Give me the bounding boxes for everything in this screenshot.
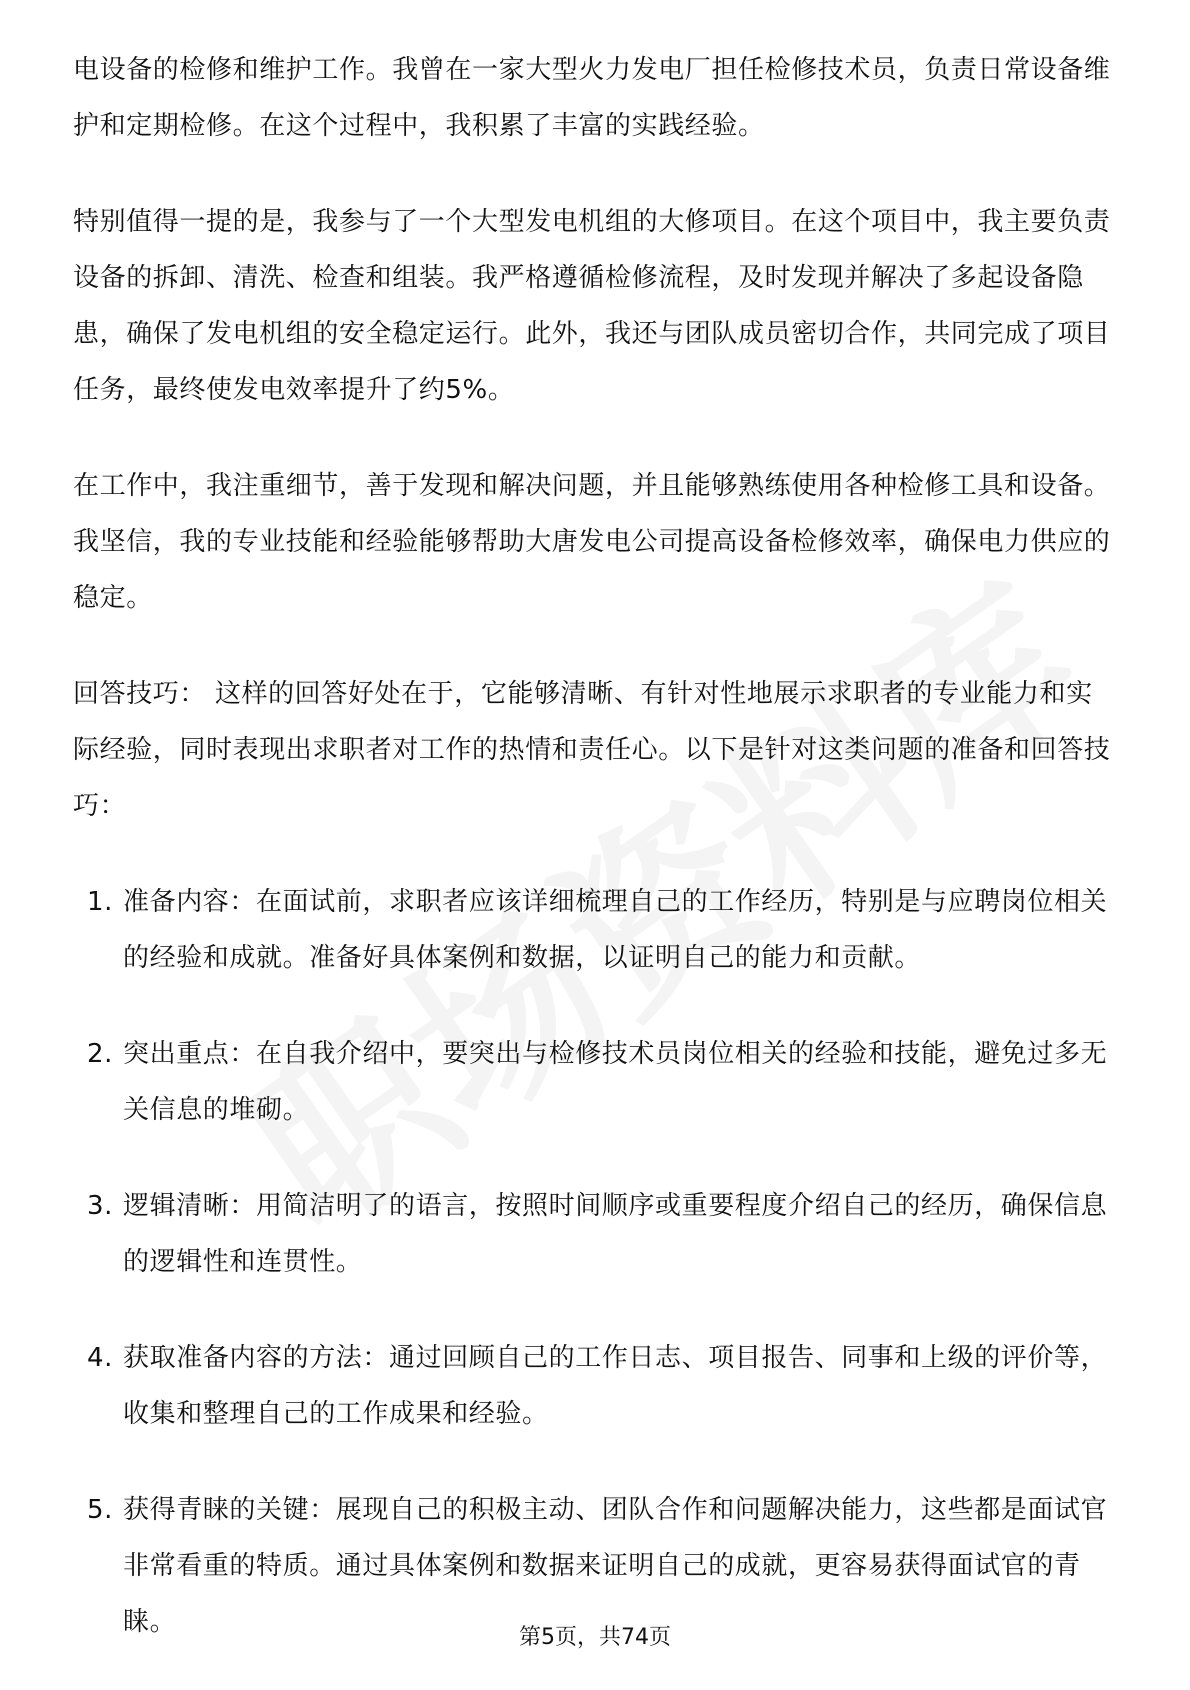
list-number: 1. [87, 887, 114, 917]
list-text: 获取准备内容的方法：通过回顾自己的工作日志、项目报告、同事和上级的评价等，收集和整理自己的工作成果和经验。 [123, 1343, 1108, 1429]
paragraph-experience: 电设备的检修和维护工作。我曾在一家大型火力发电厂担任检修技术员，负责日常设备维护和定期检修。在这个过程中，我积累了丰富的实践经验。 [73, 55, 1111, 141]
list-item [73, 1178, 1118, 1290]
list-item [73, 1330, 1118, 1442]
paragraph-answer-tips: 回答技巧： 这样的回答好处在于，它能够清晰、有针对性地展示求职者的专业能力和实际经验，同时表现出求职者对工作的热情和责任心。以下是针对这类问题的准备和回答技巧： [73, 679, 1111, 821]
paragraph-project: 特别值得一提的是，我参与了一个大型发电机组的大修项目。在这个项目中，我主要负责设备的拆卸、清洗、检查和组装。我严格遵循检修流程，及时发现并解决了多起设备隐患，确保了发电机组的安全稳定运行。此外，我还与团队成员密切合作，共同完成了项目任务，最终使发电效率提升了约5%。 [73, 207, 1111, 405]
list-item [73, 874, 1118, 986]
page-number-footer: 第5页，共74页 [519, 1625, 671, 1650]
list-number: 3. [87, 1191, 114, 1221]
paragraph-skills: 在工作中，我注重细节，善于发现和解决问题，并且能够熟练使用各种检修工具和设备。我坚信，我的专业技能和经验能够帮助大唐发电公司提高设备检修效率，确保电力供应的稳定。 [73, 471, 1111, 613]
list-text: 突出重点：在自我介绍中，要突出与检修技术员岗位相关的经验和技能，避免过多无关信息的堆砌。 [123, 1039, 1108, 1125]
list-item [73, 1026, 1118, 1138]
list-number: 2. [87, 1039, 114, 1069]
tips-list [73, 874, 1118, 1650]
list-text: 逻辑清晰：用简洁明了的语言，按照时间顺序或重要程度介绍自己的经历，确保信息的逻辑性和连贯性。 [123, 1191, 1108, 1277]
list-text: 准备内容：在面试前，求职者应该详细梳理自己的工作经历，特别是与应聘岗位相关的经验和成就。准备好具体案例和数据，以证明自己的能力和贡献。 [123, 887, 1108, 973]
list-text: 获得青睐的关键：展现自己的积极主动、团队合作和问题解决能力，这些都是面试官非常看重的特质。通过具体案例和数据来证明自己的成就，更容易获得面试官的青睐。 [123, 1495, 1108, 1637]
list-number: 4. [87, 1343, 114, 1373]
list-number: 5. [87, 1495, 114, 1525]
document-body [73, 42, 1118, 1690]
